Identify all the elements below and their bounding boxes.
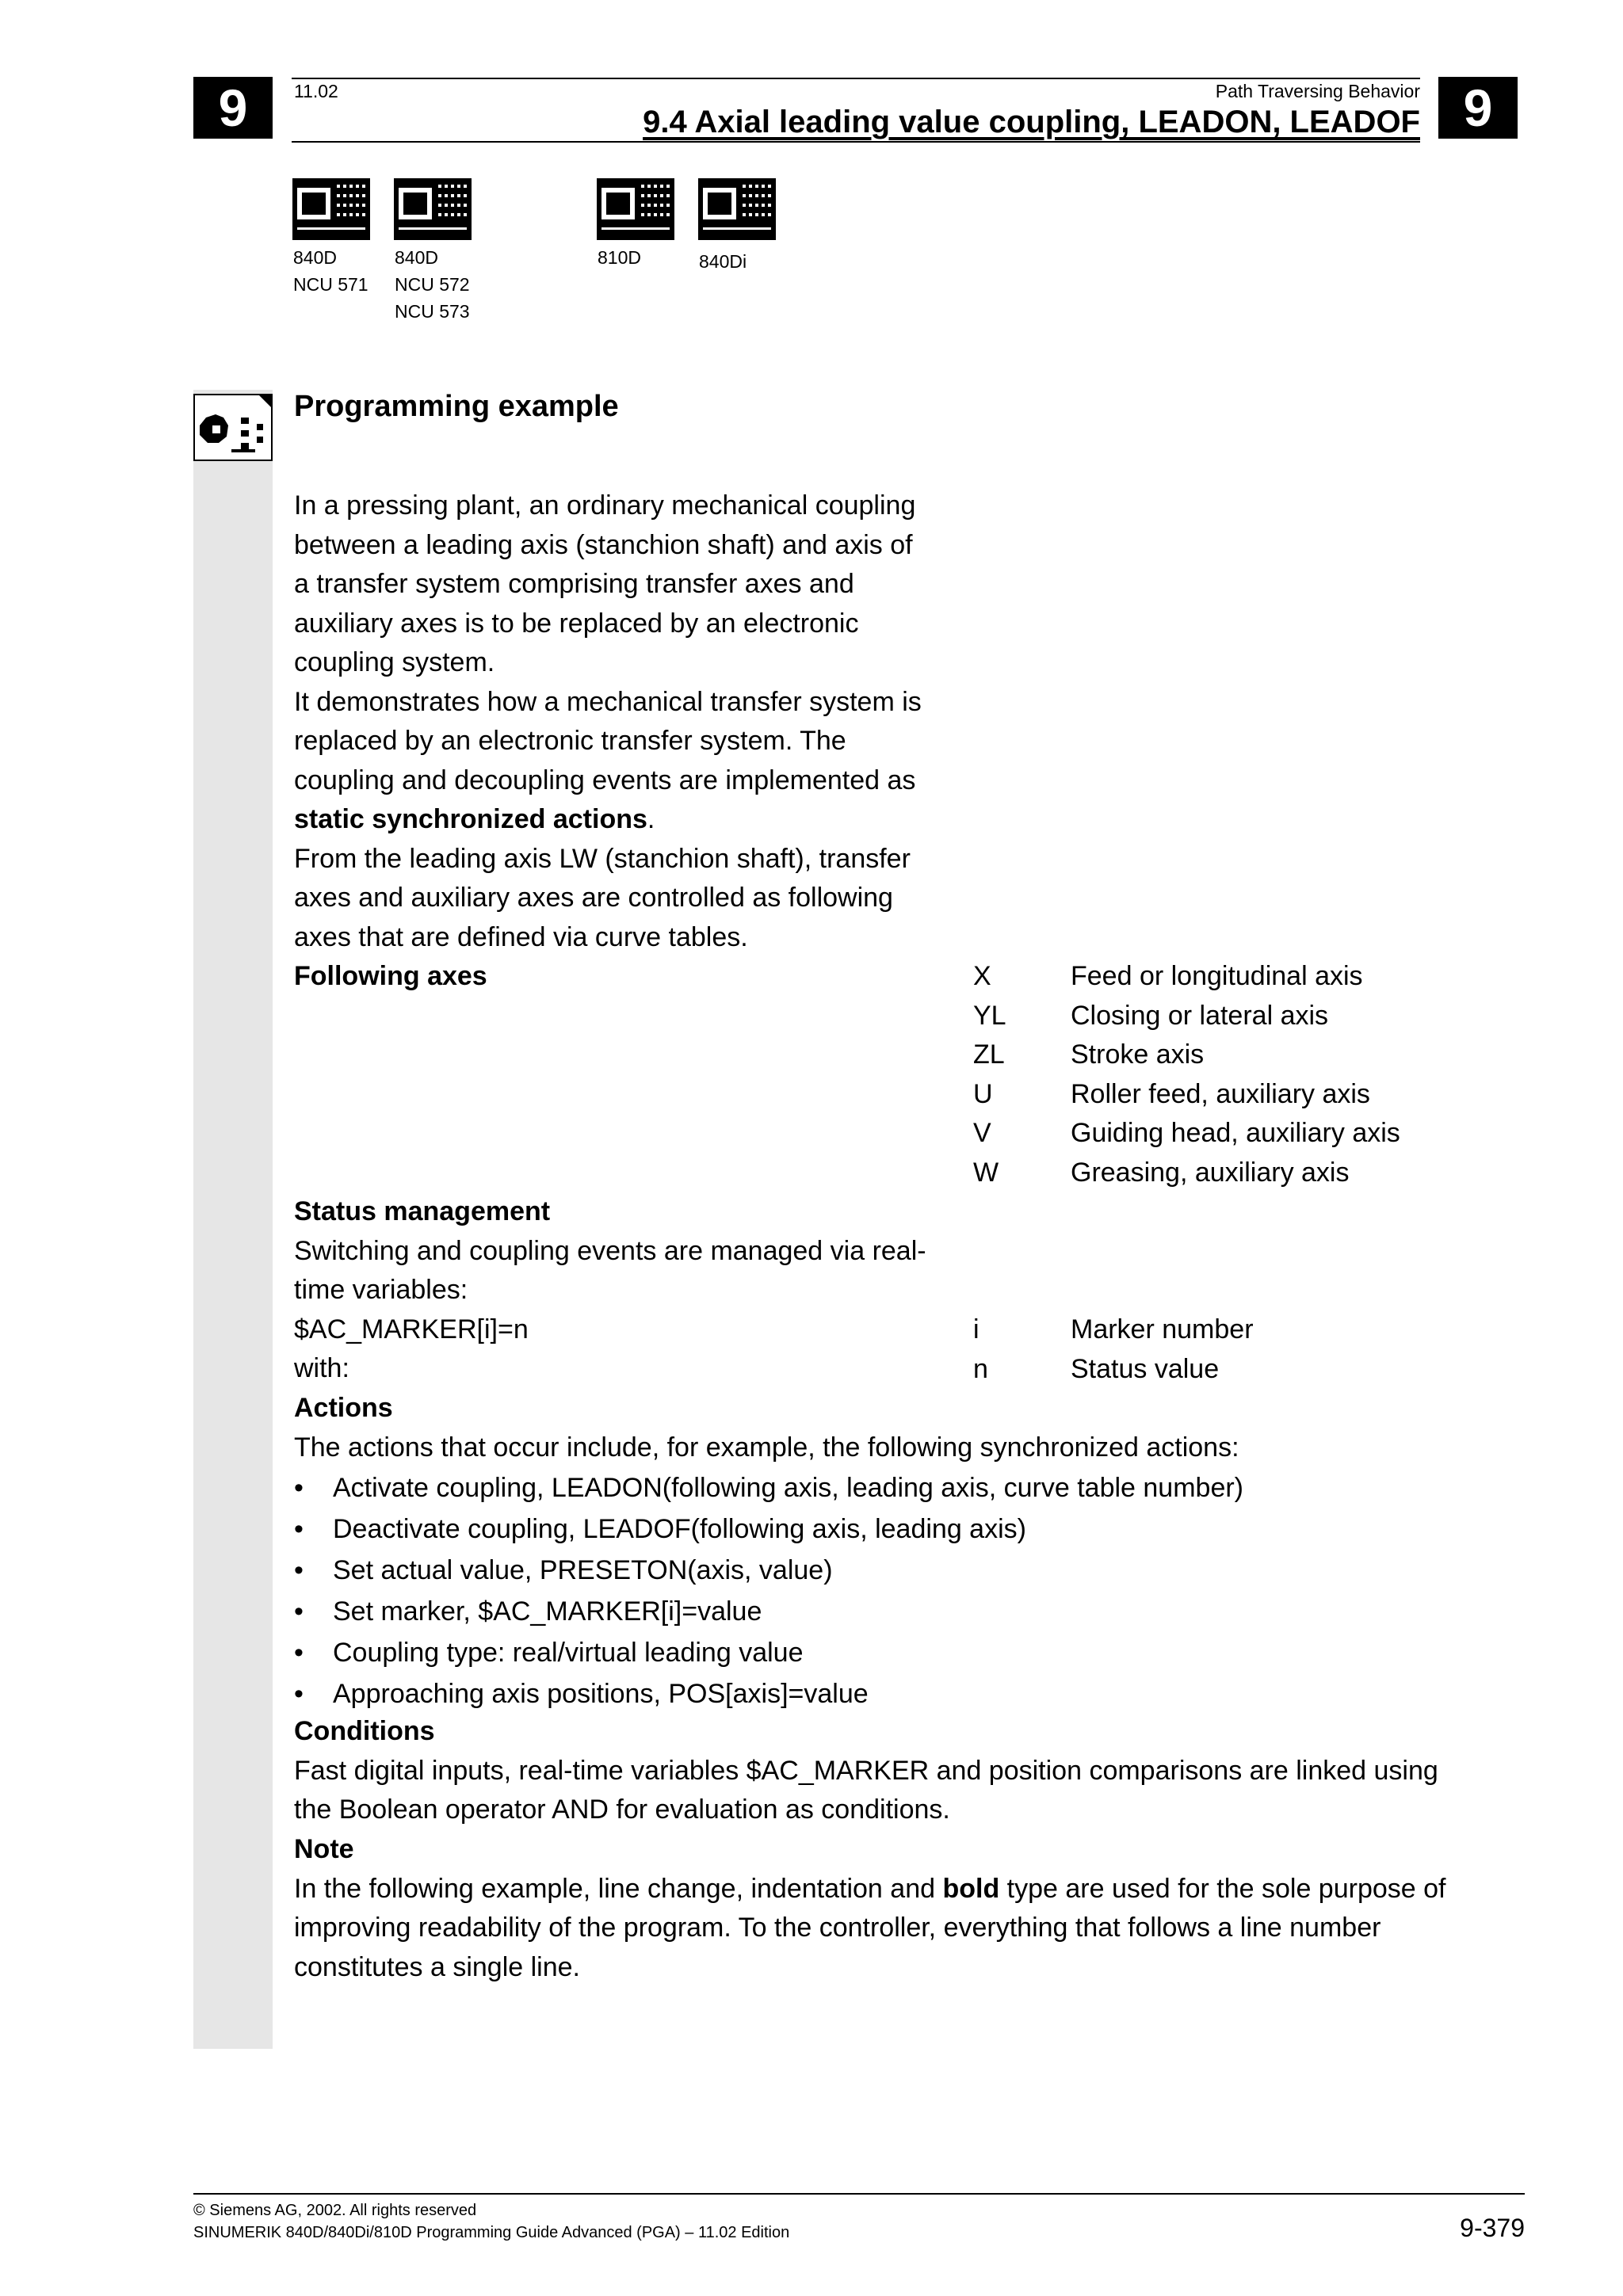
axis-symbol: X — [973, 961, 991, 991]
control-panel-icon — [394, 178, 472, 240]
text-line: The actions that occur include, for example, the following synchronized actions: — [294, 1432, 1239, 1463]
list-item: • Coupling type: real/virtual leading value — [294, 1632, 1499, 1673]
conditions-section — [294, 1712, 1438, 1830]
control-label-line: NCU 571 — [293, 274, 369, 295]
actions-section — [294, 1389, 1499, 1714]
marker-syntax: $AC_MARKER[i]=n — [294, 1314, 529, 1344]
following-axes-label: Following axes — [294, 961, 487, 991]
axis-description: Guiding head, auxiliary axis — [1071, 1118, 1400, 1148]
param-symbol-column — [973, 1310, 988, 1389]
param-description: Status value — [1071, 1353, 1220, 1384]
text-line — [294, 800, 922, 840]
control-label-840d-ncu571 — [293, 244, 369, 298]
list-item: • Set actual value, PRESETON(axis, value) — [294, 1550, 1499, 1591]
list-item: • Activate coupling, LEADON(following axis, leading axis, curve table number) — [294, 1467, 1499, 1508]
text-line: It demonstrates how a mechanical transfer system is — [294, 686, 922, 717]
control-label-840d-ncu572 — [395, 244, 470, 325]
control-label-line: 840Di — [699, 251, 747, 272]
intro-paragraph — [294, 486, 922, 957]
footer-rule — [193, 2193, 1525, 2195]
control-label-line: 840D — [293, 247, 337, 268]
status-management-section — [294, 1192, 926, 1389]
control-panel-icon — [292, 178, 370, 240]
text-line: From the leading axis LW (stanchion shaft), transfer — [294, 843, 911, 874]
param-description: Marker number — [1071, 1314, 1254, 1344]
header-top-rule — [292, 78, 1420, 79]
text-line: a transfer system comprising transfer axes and — [294, 569, 854, 599]
text-line: between a leading axis (stanchion shaft) and axis of — [294, 529, 913, 560]
control-label-810d — [598, 244, 641, 271]
footer-guide-title: SINUMERIK 840D/840Di/810D Programming Guide Advanced (PGA) – 11.02 Edition — [193, 2224, 790, 2241]
axis-symbol: V — [973, 1118, 991, 1148]
text-line: coupling system. — [294, 647, 495, 677]
axis-description: Stroke axis — [1071, 1039, 1205, 1070]
actions-heading: Actions — [294, 1393, 393, 1423]
bold-term: bold — [942, 1873, 1000, 1904]
param-symbol: n — [973, 1353, 988, 1384]
control-panel-icon — [698, 178, 776, 240]
list-item: • Set marker, $AC_MARKER[i]=value — [294, 1591, 1499, 1632]
text-line: Fast digital inputs, real-time variables $AC_MARKER and position comparisons are linked using — [294, 1755, 1438, 1786]
conditions-heading: Conditions — [294, 1716, 435, 1746]
text-line: In a pressing plant, an ordinary mechanical coupling — [294, 490, 916, 521]
page-number: 9-379 — [1460, 2214, 1525, 2242]
text-line: axes that are defined via curve tables. — [294, 921, 748, 952]
text-line: time variables: — [294, 1275, 468, 1305]
control-label-line: 840D — [395, 247, 438, 268]
axis-description: Roller feed, auxiliary axis — [1071, 1078, 1370, 1109]
programming-example-icon — [193, 394, 273, 461]
param-symbol: i — [973, 1314, 980, 1344]
text-line: axes and auxiliary axes are controlled as following — [294, 883, 893, 913]
note-text: type are used for the sole purpose of — [999, 1873, 1446, 1904]
control-label-840di — [699, 248, 747, 275]
axis-symbol: W — [973, 1157, 999, 1188]
footer-copyright: © Siemens AG, 2002. All rights reserved — [193, 2202, 477, 2219]
section-title: 9.4 Axial leading value coupling, LEADON, LEADOF — [643, 105, 1420, 139]
text-line: replaced by an electronic transfer system. The — [294, 726, 846, 756]
actions-list — [294, 1467, 1499, 1714]
axis-description-column — [1071, 957, 1400, 1192]
header-date: 11.02 — [294, 81, 338, 101]
param-description-column — [1071, 1310, 1254, 1389]
header-chapter-name: Path Traversing Behavior — [1215, 81, 1420, 101]
text-line: the Boolean operator AND for evaluation as conditions. — [294, 1794, 950, 1825]
text-line: with: — [294, 1353, 349, 1383]
text-line: constitutes a single line. — [294, 1951, 580, 1982]
text-line: Switching and coupling events are managed via real- — [294, 1235, 926, 1266]
control-panel-icon — [597, 178, 674, 240]
page-heading: Programming example — [294, 390, 619, 423]
list-item: • Approaching axis positions, POS[axis]=value — [294, 1673, 1499, 1714]
chapter-badge-right: 9 — [1438, 77, 1518, 139]
status-heading: Status management — [294, 1196, 551, 1226]
bold-term: static synchronized actions — [294, 804, 647, 834]
control-label-line: NCU 573 — [395, 301, 470, 322]
axis-description: Feed or longitudinal axis — [1071, 961, 1363, 991]
axis-symbol: U — [973, 1078, 993, 1109]
note-heading: Note — [294, 1834, 354, 1864]
note-section — [294, 1830, 1445, 1987]
axis-description: Greasing, auxiliary axis — [1071, 1157, 1350, 1188]
punctuation: . — [647, 804, 655, 834]
axis-description: Closing or lateral axis — [1071, 1000, 1329, 1031]
text-line: improving readability of the program. To the controller, everything that follows a line number — [294, 1913, 1381, 1943]
axis-symbol-column — [973, 957, 1006, 1192]
chapter-badge-left: 9 — [193, 77, 273, 139]
axis-symbol: YL — [973, 1000, 1006, 1031]
header-bottom-rule — [292, 141, 1420, 143]
text-line: auxiliary axes is to be replaced by an electronic — [294, 608, 859, 639]
text-line — [294, 1870, 1445, 1909]
text-line: coupling and decoupling events are implemented as — [294, 765, 916, 795]
control-label-line: NCU 572 — [395, 274, 470, 295]
note-text: In the following example, line change, indentation and — [294, 1873, 943, 1904]
list-item: • Deactivate coupling, LEADOF(following axis, leading axis) — [294, 1508, 1499, 1550]
control-label-line: 810D — [598, 247, 641, 268]
margin-sidebar — [193, 390, 273, 2049]
axis-symbol: ZL — [973, 1039, 1005, 1070]
